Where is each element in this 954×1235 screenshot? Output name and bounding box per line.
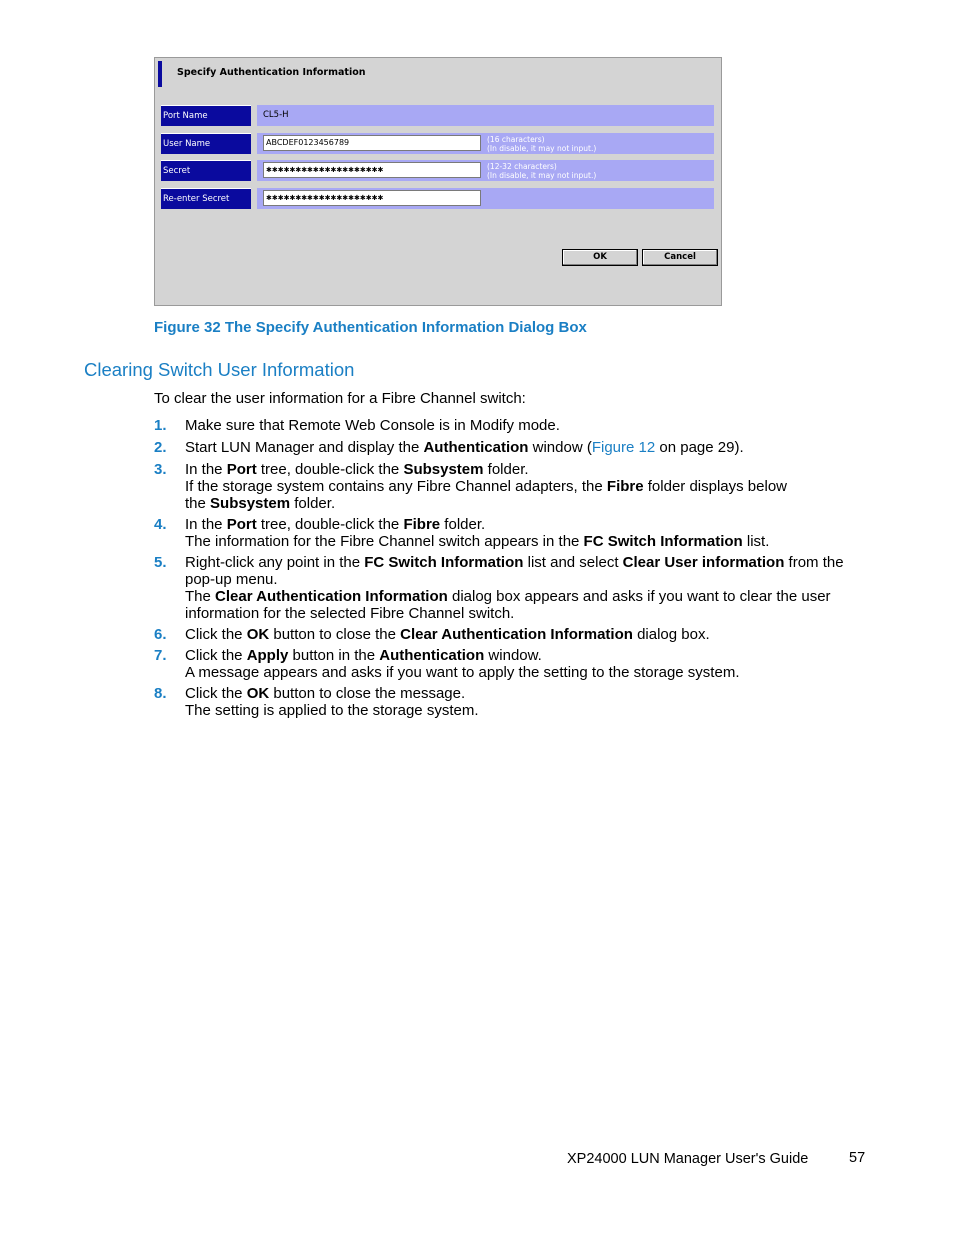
step-number: 4. — [154, 516, 167, 533]
procedure-step — [154, 626, 844, 643]
user-name-field[interactable]: ABCDEF0123456789 — [263, 135, 481, 151]
user-name-label: User Name — [161, 133, 251, 154]
secret-hint-length: (12-32 characters) — [487, 162, 557, 171]
step-text: The — [185, 588, 216, 605]
step-line — [185, 664, 844, 681]
dialog-header-bar — [158, 61, 162, 87]
step-text: list and select — [523, 554, 623, 571]
ui-term: Apply — [246, 647, 289, 664]
ui-term: Fibre — [606, 478, 644, 495]
procedure-step — [154, 516, 844, 550]
step-text: list. — [742, 533, 770, 550]
secret-hint — [487, 162, 596, 180]
step-text: on page 29). — [655, 439, 744, 456]
user-name-hint — [487, 135, 596, 153]
procedure-step — [154, 685, 844, 719]
figure-caption: Figure 32 The Specify Authentication Information Dialog Box — [154, 319, 587, 336]
procedure-steps — [154, 417, 844, 719]
ui-term: FC Switch Information — [364, 554, 524, 571]
step-text: Click the — [185, 685, 247, 702]
step-line — [185, 588, 844, 605]
step-text: dialog box appears and asks if you want to clear the user — [447, 588, 831, 605]
step-text: tree, double-click the — [256, 461, 404, 478]
step-text: button to close the message. — [269, 685, 466, 702]
ok-button[interactable]: OK — [562, 249, 638, 266]
secret-field[interactable]: ✱✱✱✱✱✱✱✱✱✱✱✱✱✱✱✱✱✱✱✱ — [263, 162, 481, 178]
step-line — [185, 417, 844, 434]
step-line — [185, 647, 844, 664]
ui-term: Fibre — [403, 516, 441, 533]
step-text: In the — [185, 461, 227, 478]
procedure-step — [154, 461, 844, 512]
step-text: Click the — [185, 647, 247, 664]
procedure-step — [154, 417, 844, 434]
step-text: Make sure that Remote Web Console is in Modify mode. — [185, 417, 560, 434]
step-line — [185, 533, 844, 550]
step-text: The setting is applied to the storage system. — [185, 702, 479, 719]
step-text: The information for the Fibre Channel switch appears in the — [185, 533, 584, 550]
step-text: window ( — [528, 439, 592, 456]
step-text: dialog box. — [632, 626, 710, 643]
step-text: information for the selected Fibre Channel switch. — [185, 605, 515, 622]
figure-link[interactable]: Figure 12 — [591, 439, 656, 456]
step-number: 1. — [154, 417, 167, 434]
ui-term: Subsystem — [403, 461, 484, 478]
section-heading: Clearing Switch User Information — [84, 359, 355, 380]
reenter-secret-cell — [257, 188, 714, 209]
procedure-step — [154, 647, 844, 681]
ui-term: Clear User information — [622, 554, 785, 571]
procedure-step — [154, 439, 844, 456]
step-text: tree, double-click the — [256, 516, 404, 533]
step-text: A message appears and asks if you want to apply the setting to the storage system. — [185, 664, 740, 681]
step-line — [185, 554, 844, 571]
user-name-hint-disable: (In disable, it may not input.) — [487, 144, 597, 153]
step-text: Start LUN Manager and display the — [185, 439, 424, 456]
footer-guide-title: XP24000 LUN Manager User's Guide — [567, 1151, 809, 1167]
step-text: Click the — [185, 626, 247, 643]
step-text: folder. — [483, 461, 529, 478]
step-text: If the storage system contains any Fibre Channel adapters, the — [185, 478, 607, 495]
port-name-value: CL5-H — [263, 110, 289, 120]
step-text: Right-click any point in the — [185, 554, 365, 571]
step-text: In the — [185, 516, 227, 533]
auth-dialog-screenshot — [154, 57, 722, 306]
page-number: 57 — [849, 1150, 866, 1166]
ui-term: Authentication — [379, 647, 485, 664]
port-name-cell — [257, 105, 714, 126]
step-number: 6. — [154, 626, 167, 643]
step-text: button to close the — [269, 626, 401, 643]
reenter-secret-field[interactable]: ✱✱✱✱✱✱✱✱✱✱✱✱✱✱✱✱✱✱✱✱ — [263, 190, 481, 206]
intro-paragraph: To clear the user information for a Fibre Channel switch: — [154, 390, 526, 407]
step-number: 8. — [154, 685, 167, 702]
step-text: window. — [484, 647, 542, 664]
ui-term: Port — [226, 461, 257, 478]
step-line — [185, 626, 844, 643]
step-line — [185, 461, 844, 478]
secret-label: Secret — [161, 160, 251, 181]
step-line — [185, 439, 844, 456]
dialog-title: Specify Authentication Information — [177, 67, 366, 78]
step-text: folder. — [290, 495, 336, 512]
ui-term: FC Switch Information — [583, 533, 743, 550]
step-line — [185, 478, 844, 495]
step-text: pop-up menu. — [185, 571, 278, 588]
step-text: folder displays below — [643, 478, 788, 495]
step-line — [185, 605, 844, 622]
user-name-hint-length: (16 characters) — [487, 135, 545, 144]
reenter-secret-label: Re-enter Secret — [161, 188, 251, 209]
step-line — [185, 516, 844, 533]
step-line — [185, 495, 844, 512]
step-number: 3. — [154, 461, 167, 478]
cancel-button[interactable]: Cancel — [642, 249, 718, 266]
ui-term: Clear Authentication Information — [215, 588, 448, 605]
step-number: 5. — [154, 554, 167, 571]
user-name-cell — [257, 133, 714, 154]
step-line — [185, 702, 844, 719]
step-line — [185, 571, 844, 588]
procedure-step — [154, 554, 844, 622]
ui-term: Clear Authentication Information — [400, 626, 633, 643]
step-line — [185, 685, 844, 702]
ui-term: Authentication — [423, 439, 529, 456]
step-text: folder. — [440, 516, 486, 533]
port-name-label: Port Name — [161, 105, 251, 126]
ui-term: OK — [246, 685, 270, 702]
ui-term: Subsystem — [210, 495, 291, 512]
ui-term: OK — [246, 626, 270, 643]
step-number: 2. — [154, 439, 167, 456]
step-text: button in the — [288, 647, 380, 664]
step-text: the — [185, 495, 211, 512]
step-text: from the — [784, 554, 844, 571]
secret-cell — [257, 160, 714, 181]
step-number: 7. — [154, 647, 167, 664]
ui-term: Port — [226, 516, 257, 533]
secret-hint-disable: (In disable, it may not input.) — [487, 171, 597, 180]
